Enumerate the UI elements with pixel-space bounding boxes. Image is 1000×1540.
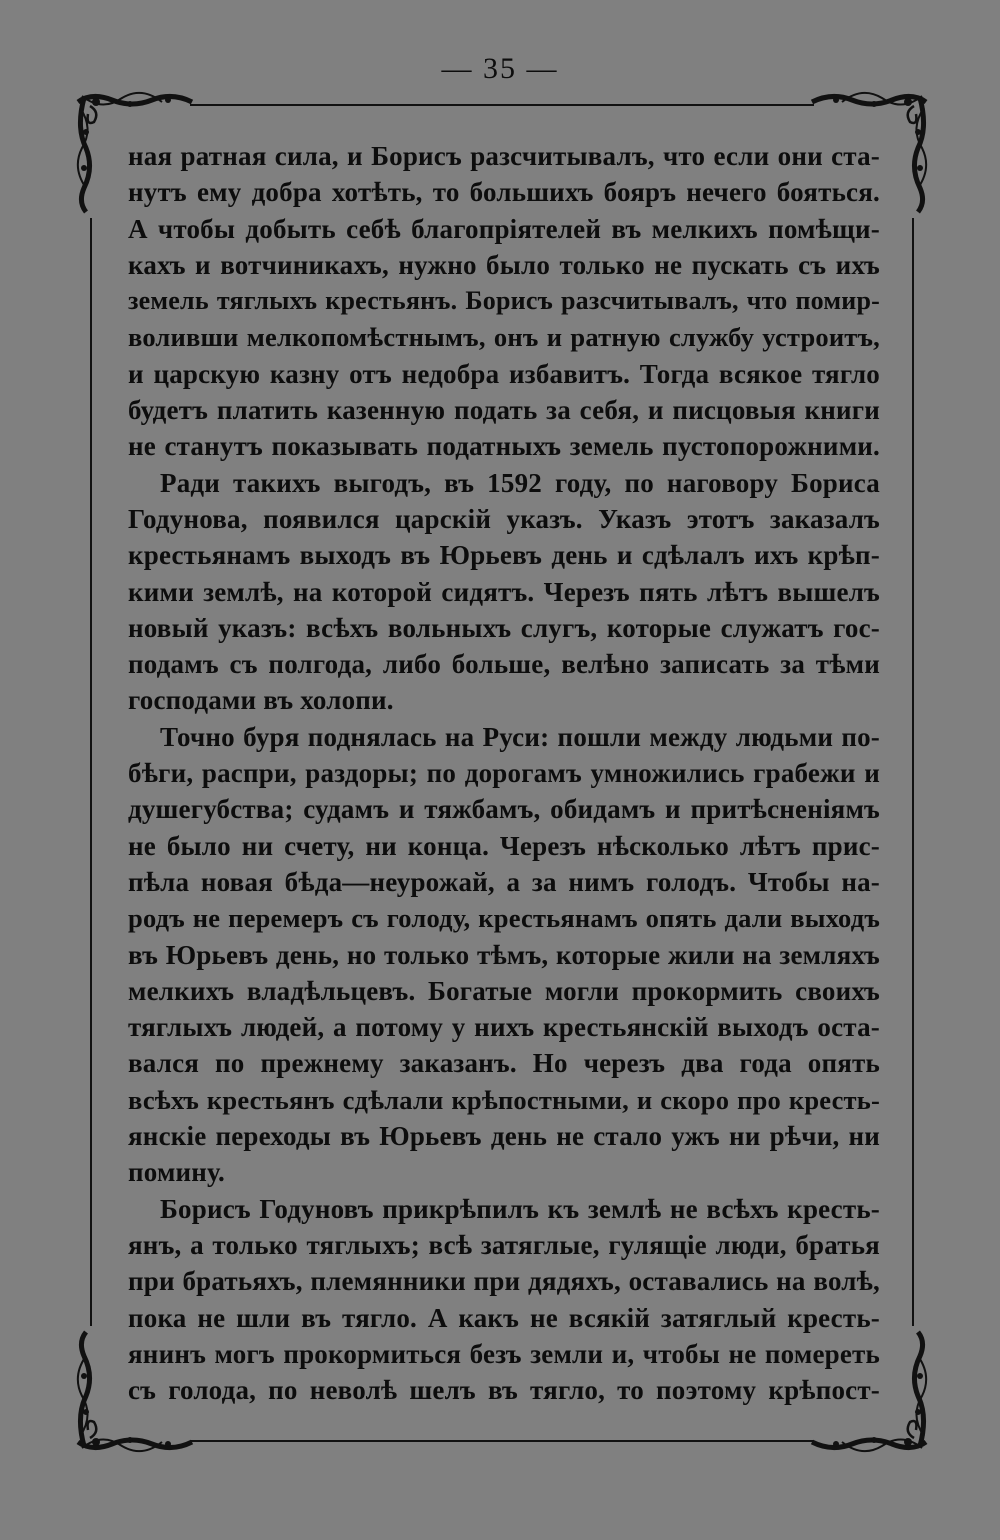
text-line: помину. <box>128 1157 225 1188</box>
text-line: не станутъ показывать податныхъ земель пустопорожними. <box>128 431 880 462</box>
text-line: янъ, а только тяглыхъ; всѣ затяглые, гулящіе люди, братья <box>128 1229 880 1260</box>
text-line: съ голода, по неволѣ шелъ въ тягло, то поэтому крѣпост- <box>128 1375 880 1406</box>
paragraph-2 <box>128 465 880 719</box>
text-line: Точно буря поднялась на Руси: пошли между людьми по- <box>160 721 880 752</box>
text-line: тяглыхъ людей, а потому у нихъ крестьянскій выходъ оста- <box>128 1012 880 1043</box>
text-line: бѣги, распри, раздоры; по дорогамъ умножились грабежи и <box>128 758 880 789</box>
text-line: земель тяглыхъ крестьянъ. Борисъ разсчитывалъ, что помир- <box>128 286 880 316</box>
text-line: будетъ платить казенную подать за себя, и писцовыя книги <box>128 395 880 426</box>
body-text <box>128 138 880 1408</box>
text-line: при братьяхъ, племянники при дядяхъ, оставались на волѣ, <box>128 1266 880 1297</box>
text-line: Годунова, появился царскій указъ. Указъ этотъ заказалъ <box>128 503 880 534</box>
text-line: новый указъ: всѣхъ вольныхъ слугъ, которые служатъ гос- <box>128 612 880 643</box>
text-line: подамъ съ полгода, либо больше, велѣно записать за тѣми <box>128 649 880 680</box>
left-rule <box>90 218 92 1326</box>
text-line: Ради такихъ выгодъ, въ 1592 году, по наговору Бориса <box>160 467 880 498</box>
text-line: не было ни счету, ни конца. Черезъ нѣсколько лѣтъ прис- <box>128 830 880 861</box>
text-line: родъ не перемеръ съ голоду, крестьянамъ опять дали выходъ <box>128 903 880 934</box>
text-line: мелкихъ владѣльцевъ. Богатые могли прокормить своихъ <box>128 975 880 1006</box>
text-line: и царскую казну отъ недобра избавитъ. Тогда всякое тягло <box>128 358 880 389</box>
top-rule <box>190 104 814 106</box>
text-line: кахъ и вотчиникахъ, нужно было только не пускать съ ихъ <box>128 249 880 280</box>
text-line: ная ратная сила, и Борисъ разсчитывалъ, что если они ста- <box>128 141 880 171</box>
text-line: А чтобы добыть себѣ благопріятелей въ мелкихъ помѣщи- <box>128 213 880 244</box>
text-line: янинъ могъ прокормиться безъ земли и, чтобы не помереть <box>128 1338 880 1369</box>
text-line: вался по прежнему заказанъ. Но черезъ два года опять <box>128 1048 880 1079</box>
text-line: воливши мелкопомѣстнымъ, онъ и ратную службу устроитъ, <box>128 322 880 353</box>
right-rule <box>912 218 914 1326</box>
paragraph-3 <box>128 719 880 1191</box>
text-line: Борисъ Годуновъ прикрѣпилъ къ землѣ не всѣхъ кресть- <box>160 1193 880 1224</box>
text-line: крестьянамъ выходъ въ Юрьевъ день и сдѣлалъ ихъ крѣп- <box>128 540 880 571</box>
text-line: всѣхъ крестьянъ сдѣлали крѣпостными, и скоро про кресть- <box>128 1084 880 1115</box>
text-line: янскіе переходы въ Юрьевъ день не стало ужъ ни рѣчи, ни <box>128 1121 880 1152</box>
text-line: пока не шли въ тягло. А какъ не всякій затяглый кресть- <box>128 1302 880 1333</box>
page-number: — 35 — <box>441 52 559 85</box>
text-line: господами въ холопи. <box>128 685 394 716</box>
text-line: душегубства; судамъ и тяжбамъ, обидамъ и притѣсненіямъ <box>128 794 880 825</box>
text-line: нутъ ему добра хотѣть, то большихъ бояръ нечего бояться. <box>128 177 880 208</box>
text-line: въ Юрьевъ день, но только тѣмъ, которые жили на земляхъ <box>128 939 880 970</box>
text-line: кими землѣ, на которой сидятъ. Черезъ пять лѣтъ вышелъ <box>128 576 880 607</box>
text-line: пѣла новая бѣда—неурожай, а за нимъ голодъ. Чтобы на- <box>128 866 880 897</box>
bottom-rule <box>190 1440 814 1442</box>
paragraph-1 <box>128 138 880 465</box>
paragraph-4 <box>128 1191 880 1409</box>
